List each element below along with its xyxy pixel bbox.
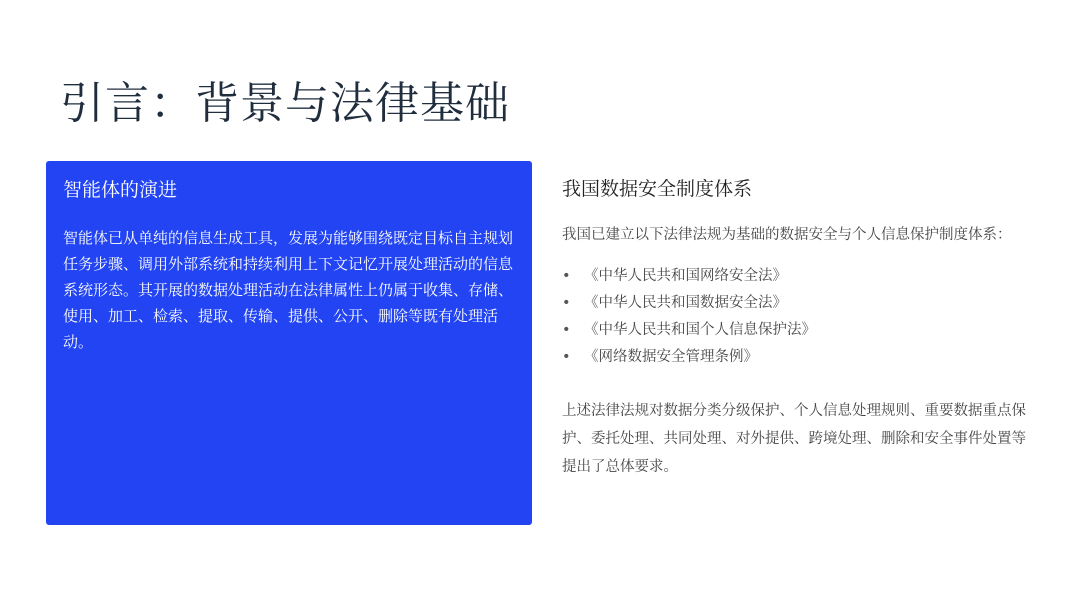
data-security-heading: 我国数据安全制度体系 (562, 178, 753, 200)
data-security-panel (562, 174, 1030, 481)
law-title: 《中华人民共和国数据安全法》 (584, 295, 787, 311)
law-list-item (562, 317, 1030, 344)
law-title: 《中华人民共和国网络安全法》 (584, 268, 787, 284)
bullet-icon: • (562, 349, 571, 365)
law-title: 《网络数据安全管理条例》 (584, 349, 758, 365)
law-list-item (562, 344, 1030, 371)
agent-evolution-card (46, 161, 532, 525)
bullet-icon: • (562, 295, 571, 311)
agent-evolution-body: 智能体已从单纯的信息生成工具，发展为能够围绕既定目标自主规划任务步骤、调用外部系统和持续利用上下文记忆开展处理活动的信息系统形态。其开展的数据处理活动在法律属性上仍属于收集、存储、使用、加工、检索、提取、传输、提供、公开、删除等既有处理活动。 (63, 229, 514, 351)
law-list (562, 263, 1030, 371)
law-list-item (562, 263, 1030, 290)
agent-evolution-heading: 智能体的演进 (63, 179, 178, 201)
law-title: 《中华人民共和国个人信息保护法》 (584, 322, 816, 338)
data-security-intro: 我国已建立以下法律法规为基础的数据安全与个人信息保护制度体系： (562, 227, 1012, 243)
bullet-icon: • (562, 322, 571, 338)
law-list-item (562, 290, 1030, 317)
bullet-icon: • (562, 268, 571, 284)
slide-title: 引言：背景与法律基础 (60, 78, 510, 129)
data-security-summary: 上述法律法规对数据分类分级保护、个人信息处理规则、重要数据重点保护、委托处理、共同处理、对外提供、跨境处理、删除和安全事件处置等提出了总体要求。 (562, 403, 1026, 475)
